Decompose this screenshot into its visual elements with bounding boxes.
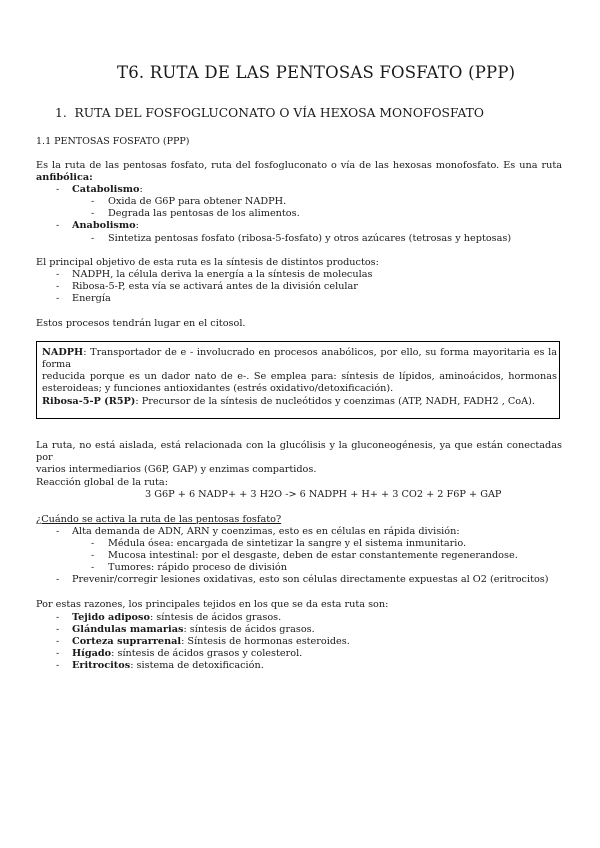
tissue-item-2 <box>72 624 315 636</box>
nadph-line-2: reducida porque es un dador nato de e-. Se emplea para: síntesis de lípidos, aminoácidos, hormonas <box>42 371 557 383</box>
objective-bullet-1: - <box>56 269 60 280</box>
nadph-line-1: : Transportador de e - involucrado en procesos anabólicos, por ello, su forma mayoritaria es la forma <box>42 347 557 371</box>
objective-item-3: Energía <box>72 293 111 304</box>
anabolismo-subbullet-1: - <box>91 233 95 244</box>
tissue-text: : síntesis de ácidos grasos. <box>149 612 282 623</box>
tissue-item-5 <box>72 660 264 672</box>
anabolismo-label: Anabolismo <box>72 220 136 231</box>
tissue-text: : síntesis de ácidos grasos y colesterol. <box>111 648 303 659</box>
reaction-equation: 3 G6P + 6 NADP+ + 3 H2O -> 6 NADPH + H+ + 3 CO2 + 2 F6P + GAP <box>145 489 502 500</box>
intro-line-1: Es la ruta de las pentosas fosfato, ruta del fosfogluconato o vía de las hexosas monofosfato. Es una ruta <box>36 160 562 171</box>
tissue-label: Hígado <box>72 648 112 659</box>
objective-bullet-2: - <box>56 281 60 292</box>
tissue-bullet-4: - <box>56 648 60 659</box>
when-bullet-1: - <box>56 526 60 537</box>
tissue-bullet-2: - <box>56 624 60 635</box>
tissue-label: Eritrocitos <box>72 660 131 671</box>
when-subitem-1: Médula ósea: encargada de sintetizar la sangre y el sistema inmunitario. <box>108 538 467 549</box>
catabolismo-item-2: Degrada las pentosas de los alimentos. <box>108 208 300 219</box>
section-heading-1: 1. RUTA DEL FOSFOGLUCONATO O VÍA HEXOSA MONOFOSFATO <box>55 106 484 120</box>
tissue-item-4 <box>72 648 302 660</box>
anabolismo-item-1: Sintetiza pentosas fosfato (ribosa-5-fosfato) y otros azúcares (tetrosas y heptosas) <box>108 233 512 244</box>
ribosa-label: Ribosa-5-P (R5P) <box>42 396 136 407</box>
relation-line-2: varios intermediarios (G6P, GAP) y enzimas compartidos. <box>36 464 317 476</box>
tissue-label: Glándulas mamarias <box>72 624 184 635</box>
when-item-1: Alta demanda de ADN, ARN y coenzimas, esto es en células en rápida división: <box>72 526 460 537</box>
ribosa-text: : Precursor de la síntesis de nucleótidos y coenzimas (ATP, NADH, FADH2 , CoA). <box>135 396 535 407</box>
catabolismo-label: Catabolismo <box>72 184 140 195</box>
tissue-item-1 <box>72 612 281 624</box>
citosol-note: Estos procesos tendrán lugar en el citosol. <box>36 318 246 329</box>
intro-paragraph <box>36 160 562 184</box>
when-question: ¿Cuándo se activa la ruta de las pentosas fosfato? <box>36 514 282 525</box>
relation-line-1: La ruta, no está aislada, está relacionada con la glucólisis y la gluconeogénesis, ya que están conectadas por <box>36 440 562 464</box>
when-subitem-3: Tumores: rápido proceso de división <box>108 562 287 573</box>
objective-item-2: Ribosa-5-P, esta vía se activará antes de la división celular <box>72 281 358 292</box>
tissues-intro: Por estas razones, los principales tejidos en los que se da esta ruta son: <box>36 599 389 610</box>
catabolismo-heading: Catabolismo: <box>72 184 143 195</box>
objective-bullet-3: - <box>56 293 60 304</box>
when-subbullet-1: - <box>91 538 95 549</box>
intro-line-2: anfibólica: <box>36 172 93 184</box>
objective-item-1: NADPH, la célula deriva la energía a la síntesis de moleculas <box>72 269 373 280</box>
tissue-bullet-5: - <box>56 660 60 671</box>
nadph-line-3: esteroideas; y funciones antioxidantes (estrés oxidativo/detoxificación). <box>42 383 394 395</box>
subsection-heading: 1.1 PENTOSAS FOSFATO (PPP) <box>36 136 190 147</box>
when-subbullet-2: - <box>91 550 95 561</box>
tissue-item-3 <box>72 636 350 648</box>
ribosa-definition <box>42 396 557 408</box>
when-subitem-2: Mucosa intestinal: por el desgaste, deben de estar constantemente regenerandose. <box>108 550 518 561</box>
objective-intro: El principal objetivo de esta ruta es la síntesis de distintos productos: <box>36 257 379 268</box>
catabolismo-item-1: Oxida de G6P para obtener NADPH. <box>108 196 287 207</box>
relation-paragraph <box>36 440 562 476</box>
anabolismo-bullet: - <box>56 220 60 231</box>
nadph-definition <box>42 347 557 396</box>
catabolismo-subbullet-1: - <box>91 196 95 207</box>
tissue-label: Tejido adiposo <box>72 612 150 623</box>
page-title: T6. RUTA DE LAS PENTOSAS FOSFATO (PPP) <box>117 63 516 82</box>
reaction-label: Reacción global de la ruta: <box>36 477 168 488</box>
tissue-label: Corteza suprarrenal <box>72 636 182 647</box>
tissue-text: : Síntesis de hormonas esteroides. <box>181 636 350 647</box>
tissue-text: : sistema de detoxificación. <box>130 660 264 671</box>
tissue-bullet-3: - <box>56 636 60 647</box>
tissue-bullet-1: - <box>56 612 60 623</box>
when-subbullet-3: - <box>91 562 95 573</box>
when-item-2: Prevenir/corregir lesiones oxidativas, esto son células directamente expuestas al O2 (eritrocitos) <box>72 574 549 585</box>
when-bullet-2: - <box>56 574 60 585</box>
catabolismo-subbullet-2: - <box>91 208 95 219</box>
bullet-dash: - <box>56 184 60 195</box>
nadph-label: NADPH <box>42 347 84 358</box>
catabolismo-bullet <box>56 184 59 196</box>
anabolismo-heading: Anabolismo: <box>72 220 139 231</box>
tissue-text: : síntesis de ácidos grasos. <box>183 624 315 635</box>
